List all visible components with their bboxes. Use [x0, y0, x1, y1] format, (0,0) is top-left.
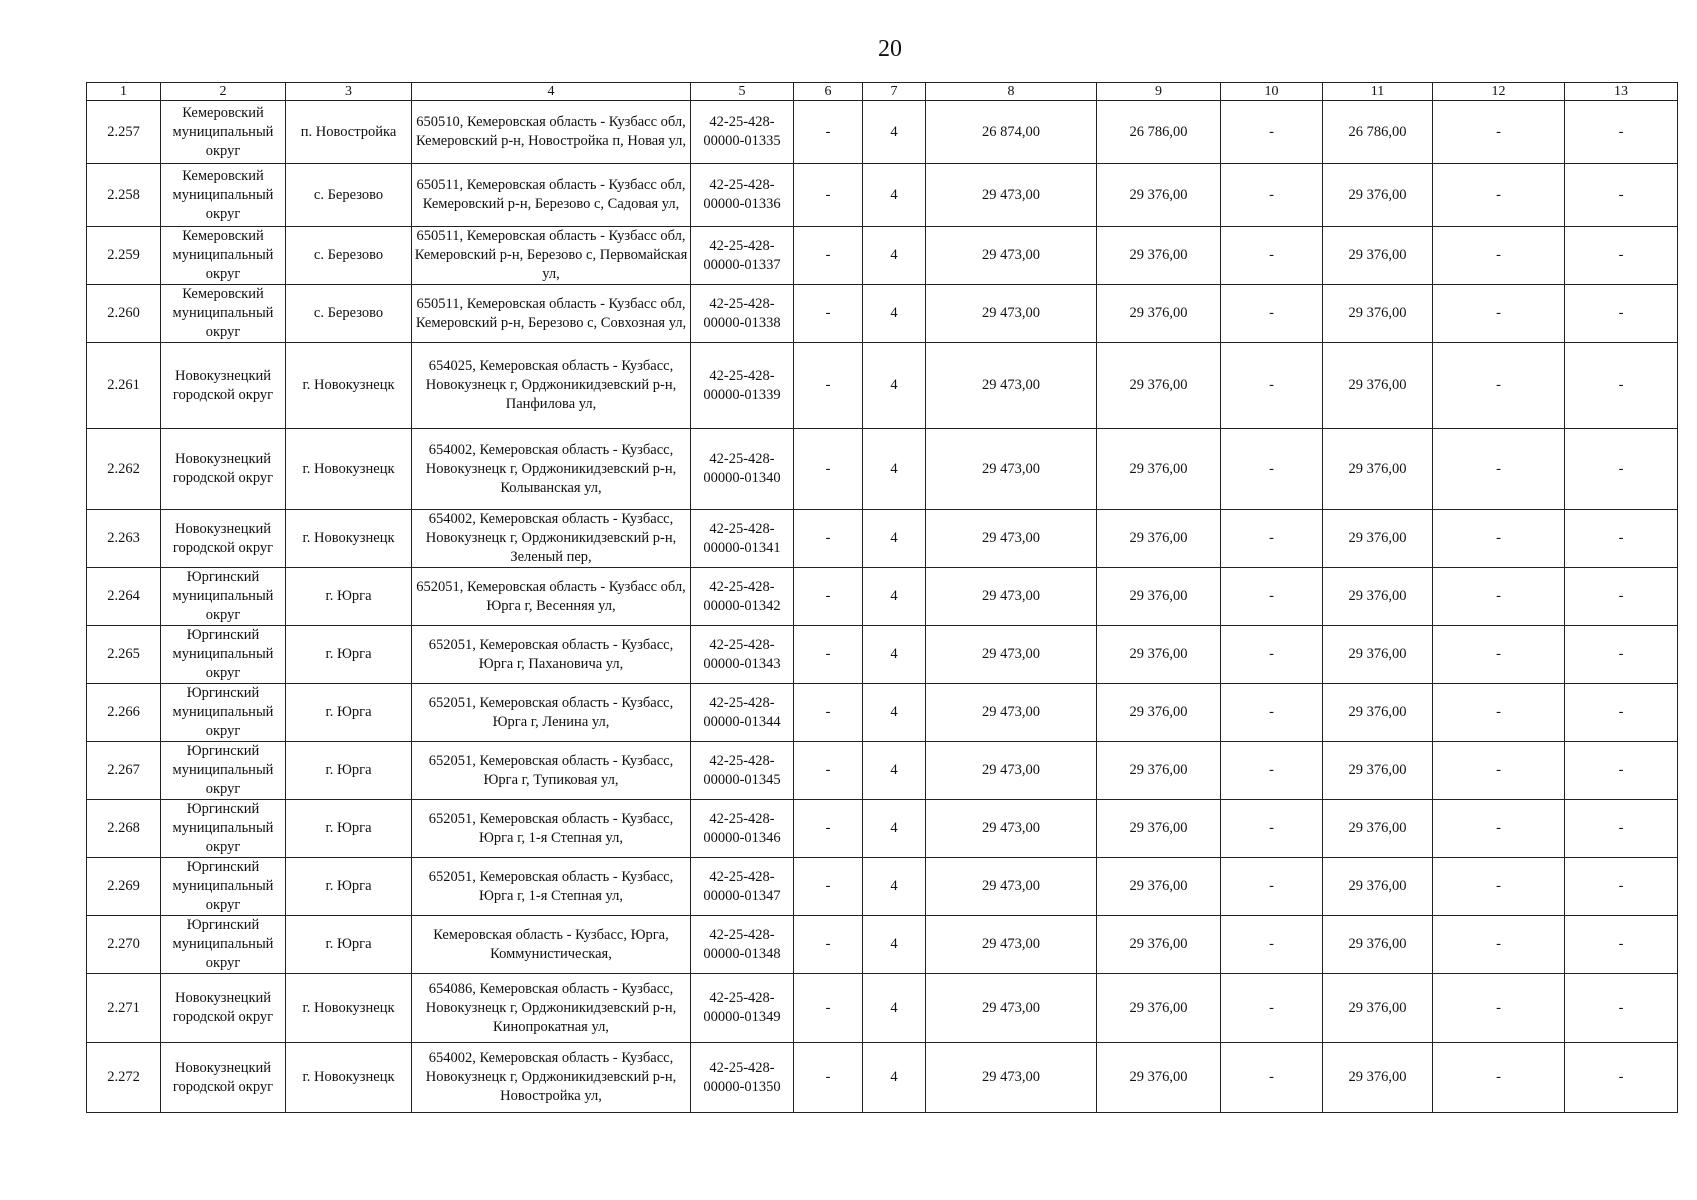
- col8-cell: 29 473,00: [926, 742, 1097, 800]
- locality-cell: г. Юрга: [286, 684, 412, 742]
- col13-cell: -: [1565, 227, 1678, 285]
- column-header: 6: [794, 83, 863, 101]
- col9-cell: 29 376,00: [1097, 429, 1221, 510]
- table-row: [87, 568, 1678, 626]
- col7-cell: 4: [863, 742, 926, 800]
- col6-cell: -: [794, 858, 863, 916]
- address-cell: 650511, Кемеровская область - Кузбасс обл, Кемеровский р-н, Березово с, Садовая ул,: [412, 164, 691, 227]
- col7-cell: 4: [863, 164, 926, 227]
- col6-cell: -: [794, 684, 863, 742]
- col10-cell: -: [1221, 1043, 1323, 1113]
- col11-cell: 29 376,00: [1323, 227, 1433, 285]
- col6-cell: -: [794, 343, 863, 429]
- municipality-cell: Новокузнецкий городской округ: [161, 429, 286, 510]
- col12-cell: -: [1433, 510, 1565, 568]
- col8-cell: 29 473,00: [926, 568, 1097, 626]
- col6-cell: -: [794, 800, 863, 858]
- table-row: [87, 684, 1678, 742]
- col8-cell: 29 473,00: [926, 1043, 1097, 1113]
- column-number-row: [87, 83, 1678, 101]
- col11-cell: 29 376,00: [1323, 626, 1433, 684]
- col8-cell: 29 473,00: [926, 343, 1097, 429]
- code-cell: 42-25-428-00000-01350: [691, 1043, 794, 1113]
- col11-cell: 29 376,00: [1323, 285, 1433, 343]
- col12-cell: -: [1433, 429, 1565, 510]
- locality-cell: г. Юрга: [286, 858, 412, 916]
- address-cell: 652051, Кемеровская область - Кузбасс, Юрга г, Ленина ул,: [412, 684, 691, 742]
- municipality-cell: Кемеровский муниципальный округ: [161, 164, 286, 227]
- col8-cell: 29 473,00: [926, 858, 1097, 916]
- code-cell: 42-25-428-00000-01346: [691, 800, 794, 858]
- address-cell: 654086, Кемеровская область - Кузбасс, Новокузнецк г, Орджоникидзевский р-н, Кинопрокатная ул,: [412, 974, 691, 1043]
- address-cell: 652051, Кемеровская область - Кузбасс, Юрга г, 1-я Степная ул,: [412, 800, 691, 858]
- col9-cell: 26 786,00: [1097, 101, 1221, 164]
- col6-cell: -: [794, 916, 863, 974]
- col9-cell: 29 376,00: [1097, 626, 1221, 684]
- address-cell: Кемеровская область - Кузбасс, Юрга, Коммунистическая,: [412, 916, 691, 974]
- column-header: 12: [1433, 83, 1565, 101]
- col7-cell: 4: [863, 227, 926, 285]
- col7-cell: 4: [863, 684, 926, 742]
- locality-cell: г. Новокузнецк: [286, 343, 412, 429]
- col10-cell: -: [1221, 858, 1323, 916]
- municipality-cell: Кемеровский муниципальный округ: [161, 285, 286, 343]
- col6-cell: -: [794, 227, 863, 285]
- col7-cell: 4: [863, 101, 926, 164]
- col9-cell: 29 376,00: [1097, 916, 1221, 974]
- col11-cell: 29 376,00: [1323, 1043, 1433, 1113]
- col12-cell: -: [1433, 684, 1565, 742]
- row-number: 2.271: [87, 974, 161, 1043]
- col8-cell: 29 473,00: [926, 684, 1097, 742]
- col10-cell: -: [1221, 101, 1323, 164]
- table-row: [87, 1043, 1678, 1113]
- col12-cell: -: [1433, 626, 1565, 684]
- row-number: 2.270: [87, 916, 161, 974]
- col6-cell: -: [794, 742, 863, 800]
- row-number: 2.265: [87, 626, 161, 684]
- col13-cell: -: [1565, 974, 1678, 1043]
- address-cell: 652051, Кемеровская область - Кузбасс, Юрга г, Тупиковая ул,: [412, 742, 691, 800]
- row-number: 2.261: [87, 343, 161, 429]
- col12-cell: -: [1433, 227, 1565, 285]
- col13-cell: -: [1565, 343, 1678, 429]
- address-cell: 652051, Кемеровская область - Кузбасс, Юрга г, 1-я Степная ул,: [412, 858, 691, 916]
- col12-cell: -: [1433, 1043, 1565, 1113]
- col11-cell: 29 376,00: [1323, 164, 1433, 227]
- locality-cell: г. Юрга: [286, 800, 412, 858]
- locality-cell: г. Юрга: [286, 568, 412, 626]
- col6-cell: -: [794, 1043, 863, 1113]
- table-row: [87, 429, 1678, 510]
- col11-cell: 29 376,00: [1323, 684, 1433, 742]
- table-row: [87, 800, 1678, 858]
- code-cell: 42-25-428-00000-01348: [691, 916, 794, 974]
- locality-cell: г. Новокузнецк: [286, 1043, 412, 1113]
- col9-cell: 29 376,00: [1097, 510, 1221, 568]
- row-number: 2.258: [87, 164, 161, 227]
- col9-cell: 29 376,00: [1097, 1043, 1221, 1113]
- col8-cell: 29 473,00: [926, 974, 1097, 1043]
- col10-cell: -: [1221, 429, 1323, 510]
- locality-cell: с. Березово: [286, 227, 412, 285]
- col8-cell: 29 473,00: [926, 429, 1097, 510]
- row-number: 2.260: [87, 285, 161, 343]
- col10-cell: -: [1221, 974, 1323, 1043]
- col7-cell: 4: [863, 974, 926, 1043]
- col7-cell: 4: [863, 800, 926, 858]
- row-number: 2.264: [87, 568, 161, 626]
- table-row: [87, 101, 1678, 164]
- col12-cell: -: [1433, 343, 1565, 429]
- locality-cell: г. Юрга: [286, 626, 412, 684]
- col6-cell: -: [794, 101, 863, 164]
- col8-cell: 29 473,00: [926, 285, 1097, 343]
- col12-cell: -: [1433, 101, 1565, 164]
- col9-cell: 29 376,00: [1097, 164, 1221, 227]
- col6-cell: -: [794, 285, 863, 343]
- col11-cell: 29 376,00: [1323, 800, 1433, 858]
- municipality-cell: Юргинский муниципальный округ: [161, 916, 286, 974]
- col13-cell: -: [1565, 101, 1678, 164]
- municipality-cell: Новокузнецкий городской округ: [161, 510, 286, 568]
- code-cell: 42-25-428-00000-01345: [691, 742, 794, 800]
- column-header: 7: [863, 83, 926, 101]
- row-number: 2.269: [87, 858, 161, 916]
- col10-cell: -: [1221, 800, 1323, 858]
- column-header: 2: [161, 83, 286, 101]
- municipality-cell: Кемеровский муниципальный округ: [161, 227, 286, 285]
- column-header: 4: [412, 83, 691, 101]
- table-row: [87, 974, 1678, 1043]
- col9-cell: 29 376,00: [1097, 742, 1221, 800]
- col12-cell: -: [1433, 916, 1565, 974]
- col13-cell: -: [1565, 568, 1678, 626]
- address-cell: 654002, Кемеровская область - Кузбасс, Новокузнецк г, Орджоникидзевский р-н, Зеленый пер,: [412, 510, 691, 568]
- col10-cell: -: [1221, 568, 1323, 626]
- column-header: 10: [1221, 83, 1323, 101]
- col12-cell: -: [1433, 164, 1565, 227]
- col11-cell: 29 376,00: [1323, 916, 1433, 974]
- col6-cell: -: [794, 626, 863, 684]
- col8-cell: 26 874,00: [926, 101, 1097, 164]
- locality-cell: с. Березово: [286, 285, 412, 343]
- address-cell: 654002, Кемеровская область - Кузбасс, Новокузнецк г, Орджоникидзевский р-н, Колыванская ул,: [412, 429, 691, 510]
- col10-cell: -: [1221, 626, 1323, 684]
- address-cell: 650511, Кемеровская область - Кузбасс обл, Кемеровский р-н, Березово с, Первомайская ул,: [412, 227, 691, 285]
- locality-cell: г. Новокузнецк: [286, 510, 412, 568]
- municipality-cell: Юргинский муниципальный округ: [161, 626, 286, 684]
- municipality-cell: Юргинский муниципальный округ: [161, 858, 286, 916]
- col9-cell: 29 376,00: [1097, 974, 1221, 1043]
- municipality-cell: Новокузнецкий городской округ: [161, 343, 286, 429]
- col7-cell: 4: [863, 343, 926, 429]
- table-row: [87, 916, 1678, 974]
- code-cell: 42-25-428-00000-01349: [691, 974, 794, 1043]
- col8-cell: 29 473,00: [926, 227, 1097, 285]
- col12-cell: -: [1433, 858, 1565, 916]
- locality-cell: г. Новокузнецк: [286, 974, 412, 1043]
- row-number: 2.267: [87, 742, 161, 800]
- address-cell: 652051, Кемеровская область - Кузбасс, Юрга г, Пахановича ул,: [412, 626, 691, 684]
- col11-cell: 29 376,00: [1323, 974, 1433, 1043]
- col9-cell: 29 376,00: [1097, 343, 1221, 429]
- code-cell: 42-25-428-00000-01338: [691, 285, 794, 343]
- col10-cell: -: [1221, 227, 1323, 285]
- col11-cell: 29 376,00: [1323, 858, 1433, 916]
- col6-cell: -: [794, 429, 863, 510]
- municipality-cell: Новокузнецкий городской округ: [161, 974, 286, 1043]
- col7-cell: 4: [863, 916, 926, 974]
- col13-cell: -: [1565, 858, 1678, 916]
- column-header: 1: [87, 83, 161, 101]
- col7-cell: 4: [863, 1043, 926, 1113]
- col11-cell: 29 376,00: [1323, 510, 1433, 568]
- col11-cell: 29 376,00: [1323, 742, 1433, 800]
- col12-cell: -: [1433, 974, 1565, 1043]
- code-cell: 42-25-428-00000-01335: [691, 101, 794, 164]
- page-number: 20: [878, 36, 902, 62]
- code-cell: 42-25-428-00000-01341: [691, 510, 794, 568]
- municipality-cell: Юргинский муниципальный округ: [161, 800, 286, 858]
- column-header: 3: [286, 83, 412, 101]
- col7-cell: 4: [863, 568, 926, 626]
- col10-cell: -: [1221, 684, 1323, 742]
- col9-cell: 29 376,00: [1097, 227, 1221, 285]
- row-number: 2.257: [87, 101, 161, 164]
- col13-cell: -: [1565, 1043, 1678, 1113]
- col12-cell: -: [1433, 742, 1565, 800]
- locality-cell: г. Юрга: [286, 916, 412, 974]
- row-number: 2.262: [87, 429, 161, 510]
- table-row: [87, 164, 1678, 227]
- col11-cell: 29 376,00: [1323, 568, 1433, 626]
- col11-cell: 26 786,00: [1323, 101, 1433, 164]
- locality-cell: г. Юрга: [286, 742, 412, 800]
- col9-cell: 29 376,00: [1097, 568, 1221, 626]
- col10-cell: -: [1221, 510, 1323, 568]
- col13-cell: -: [1565, 916, 1678, 974]
- table-row: [87, 626, 1678, 684]
- col12-cell: -: [1433, 568, 1565, 626]
- municipality-cell: Юргинский муниципальный округ: [161, 568, 286, 626]
- code-cell: 42-25-428-00000-01339: [691, 343, 794, 429]
- table-row: [87, 343, 1678, 429]
- col9-cell: 29 376,00: [1097, 858, 1221, 916]
- locality-cell: п. Новостройка: [286, 101, 412, 164]
- municipality-cell: Юргинский муниципальный округ: [161, 684, 286, 742]
- col10-cell: -: [1221, 285, 1323, 343]
- row-number: 2.266: [87, 684, 161, 742]
- column-header: 8: [926, 83, 1097, 101]
- col8-cell: 29 473,00: [926, 626, 1097, 684]
- row-number: 2.272: [87, 1043, 161, 1113]
- table-row: [87, 858, 1678, 916]
- col13-cell: -: [1565, 285, 1678, 343]
- municipality-cell: Новокузнецкий городской округ: [161, 1043, 286, 1113]
- col8-cell: 29 473,00: [926, 164, 1097, 227]
- table-row: [87, 742, 1678, 800]
- col8-cell: 29 473,00: [926, 510, 1097, 568]
- row-number: 2.263: [87, 510, 161, 568]
- col9-cell: 29 376,00: [1097, 684, 1221, 742]
- address-cell: 650510, Кемеровская область - Кузбасс обл, Кемеровский р-н, Новостройка п, Новая ул,: [412, 101, 691, 164]
- code-cell: 42-25-428-00000-01344: [691, 684, 794, 742]
- row-number: 2.259: [87, 227, 161, 285]
- locality-cell: г. Новокузнецк: [286, 429, 412, 510]
- address-cell: 652051, Кемеровская область - Кузбасс обл, Юрга г, Весенняя ул,: [412, 568, 691, 626]
- col13-cell: -: [1565, 164, 1678, 227]
- address-cell: 654025, Кемеровская область - Кузбасс, Новокузнецк г, Орджоникидзевский р-н, Панфилова ул,: [412, 343, 691, 429]
- column-header: 9: [1097, 83, 1221, 101]
- table-body: [87, 101, 1678, 1113]
- col13-cell: -: [1565, 429, 1678, 510]
- col13-cell: -: [1565, 626, 1678, 684]
- col7-cell: 4: [863, 285, 926, 343]
- col13-cell: -: [1565, 510, 1678, 568]
- table-row: [87, 227, 1678, 285]
- address-cell: 650511, Кемеровская область - Кузбасс обл, Кемеровский р-н, Березово с, Совхозная ул,: [412, 285, 691, 343]
- register-table: [86, 82, 1678, 1113]
- table-row: [87, 285, 1678, 343]
- col12-cell: -: [1433, 285, 1565, 343]
- col6-cell: -: [794, 568, 863, 626]
- col7-cell: 4: [863, 858, 926, 916]
- col12-cell: -: [1433, 800, 1565, 858]
- col7-cell: 4: [863, 626, 926, 684]
- col6-cell: -: [794, 164, 863, 227]
- code-cell: 42-25-428-00000-01340: [691, 429, 794, 510]
- code-cell: 42-25-428-00000-01347: [691, 858, 794, 916]
- col9-cell: 29 376,00: [1097, 800, 1221, 858]
- code-cell: 42-25-428-00000-01337: [691, 227, 794, 285]
- address-cell: 654002, Кемеровская область - Кузбасс, Новокузнецк г, Орджоникидзевский р-н, Новостройка ул,: [412, 1043, 691, 1113]
- locality-cell: с. Березово: [286, 164, 412, 227]
- column-header: 13: [1565, 83, 1678, 101]
- col7-cell: 4: [863, 510, 926, 568]
- col6-cell: -: [794, 974, 863, 1043]
- code-cell: 42-25-428-00000-01343: [691, 626, 794, 684]
- col11-cell: 29 376,00: [1323, 429, 1433, 510]
- col10-cell: -: [1221, 164, 1323, 227]
- code-cell: 42-25-428-00000-01342: [691, 568, 794, 626]
- col10-cell: -: [1221, 343, 1323, 429]
- col8-cell: 29 473,00: [926, 800, 1097, 858]
- row-number: 2.268: [87, 800, 161, 858]
- col13-cell: -: [1565, 742, 1678, 800]
- municipality-cell: Кемеровский муниципальный округ: [161, 101, 286, 164]
- col10-cell: -: [1221, 916, 1323, 974]
- col9-cell: 29 376,00: [1097, 285, 1221, 343]
- code-cell: 42-25-428-00000-01336: [691, 164, 794, 227]
- column-header: 11: [1323, 83, 1433, 101]
- col7-cell: 4: [863, 429, 926, 510]
- col13-cell: -: [1565, 800, 1678, 858]
- col8-cell: 29 473,00: [926, 916, 1097, 974]
- municipality-cell: Юргинский муниципальный округ: [161, 742, 286, 800]
- col11-cell: 29 376,00: [1323, 343, 1433, 429]
- column-header: 5: [691, 83, 794, 101]
- col6-cell: -: [794, 510, 863, 568]
- col10-cell: -: [1221, 742, 1323, 800]
- table-row: [87, 510, 1678, 568]
- col13-cell: -: [1565, 684, 1678, 742]
